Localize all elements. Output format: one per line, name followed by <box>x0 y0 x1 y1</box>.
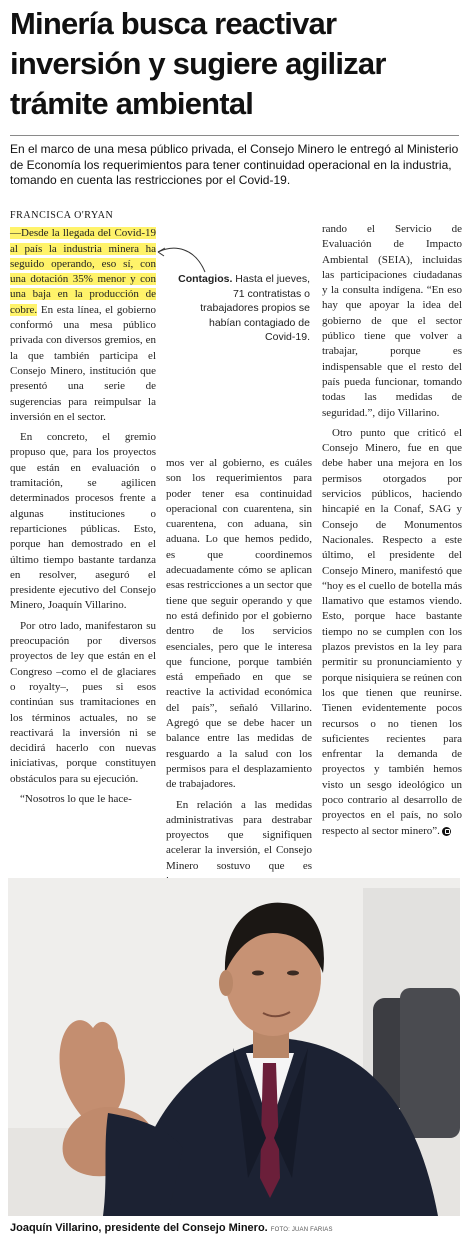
highlighted-text: —Desde la llegada del Covid-19 al país la industria minera ha seguido operando, eso sí, con una dotación 35% menor y con una baja en la producción de cobre. <box>10 227 156 316</box>
lead-paragraph: En el marco de una mesa público privada, el Consejo Minero le entregó al Ministerio de Economía los requerimientos para tener continuidad operacional en la industria, tomando en cuenta las restricciones por el Covid-19. <box>10 142 459 188</box>
paragraph: rando el Servicio de Evaluación de Impacto Ambiental (SEIA), incluidas las participaciones ciudadanas y la consulta indígena. “En eso hay que apoyar la idea del gobierno de que el sector público tiene que volver a trabajar, porque es indispensable que el resto del país pueda funcionar, tomando todas las medidas de seguridad.”, dijo Villarino. <box>322 223 462 419</box>
callout-contagios <box>178 272 310 345</box>
end-of-article-icon <box>442 827 451 836</box>
paragraph-text: Otro punto que criticó el Consejo Minero, fue en que debe haber una mejora en los permisos otorgados por servicios públicos, haciendo hincapié en la Conaf, SAG y Consejo de Monumentos Nacionales. Respecto a este último, el presidente del Consejo Minero, manifestó que “hoy es el cuello de botella más llamativo que estamos viendo. Esto, porque hace bastante tiempo no se cumplen con los plazos previstos en la ley para permitir su pronunciamiento y porque nisiquiera se reúnen con los que tienen que reunirse. Tienen evidentemente pocos recursos o no tienen los suficientes recientes para enfrentar la demanda de proyectos y también hemos visto un sesgo ideológico un poco contrario al desarrollo de proyectos en el país, no solo respecto al sector minero”. <box>322 426 462 837</box>
paragraph: En relación a las medidas administrativas para destrabar proyectos que signifiquen acelerar la inversión, el Consejo Minero sostuvo que es <box>166 798 312 872</box>
caption-text: Joaquín Villarino, presidente del Consejo Minero. <box>10 1222 268 1234</box>
paragraph-text: En esta línea, el gobierno conformó una mesa público privada con diversos gremios, en la que también participa el Consejo Minero, institución que presentó una serie de sugerencias para reimpulsar la inversión en el sector. <box>10 303 156 423</box>
paragraph: mos ver al gobierno, es cuáles son los requerimientos para poder tener esa continuidad operacional con cuarentena, sin cuarentena, con aduana, sin aduana. Lo que hemos pedido, es que coordinemos adecuadamente cómo se aplican esas restricciones a un sector que tiene que seguir operando y que no está definido por el gobierno dentro de los servicios esenciales, pero que le interesa que funcione, porque también está empeñado en que se reactive la actividad económica del país”, señaló Villarino. Agregó que se debe hacer un balance entre las medidas de resguardo a la salud con los permisos para el desplazamiento de trabajadores. <box>166 457 312 791</box>
callout-label: Contagios. <box>178 273 233 285</box>
paragraph: “Nosotros lo que le hace- <box>20 792 132 805</box>
photo-joaquin-villarino <box>8 878 460 1216</box>
paragraph: Por otro lado, manifestaron su preocupación por diversos proyectos de ley que están en el Congreso –como el de glaciares o royalty–, pues si esos continúan sus tramitaciones en los términos actuales, no se reactivará la inversión ni se decidirá hacerlo con nuevas iniciativas, porque constituyen obstáculos para su ejecución. <box>10 619 156 785</box>
paragraph <box>322 426 462 839</box>
byline: FRANCISCA O'RYAN <box>10 210 114 221</box>
headline: Minería busca reactivar inversión y sugiere agilizar trámite ambiental <box>10 6 386 121</box>
callout-text: Hasta el jueves, 71 contratistas o trabajadores propios se habían contagiado de Covid-19. <box>200 273 310 343</box>
photo-caption <box>10 1222 460 1234</box>
article-column-1 <box>10 208 156 812</box>
paragraph <box>10 226 156 425</box>
article-column-2 <box>166 456 312 894</box>
paragraph: En concreto, el gremio propuso que, para los proyectos que están en evaluación o tramitación, se agilicen determinados procesos frente a algunas instituciones o reparticiones públicas. Esto, porque han demostrado en el último tiempo bastante tardanza en resolver, aseguró el presidente ejecutivo del Consejo Minero, Joaquín Villarino. <box>10 431 156 612</box>
photo-credit: FOTO: JUAN FARIAS <box>270 1227 333 1233</box>
portrait-illustration <box>8 878 460 1216</box>
section-divider <box>10 135 459 136</box>
article-column-3 <box>322 222 462 844</box>
